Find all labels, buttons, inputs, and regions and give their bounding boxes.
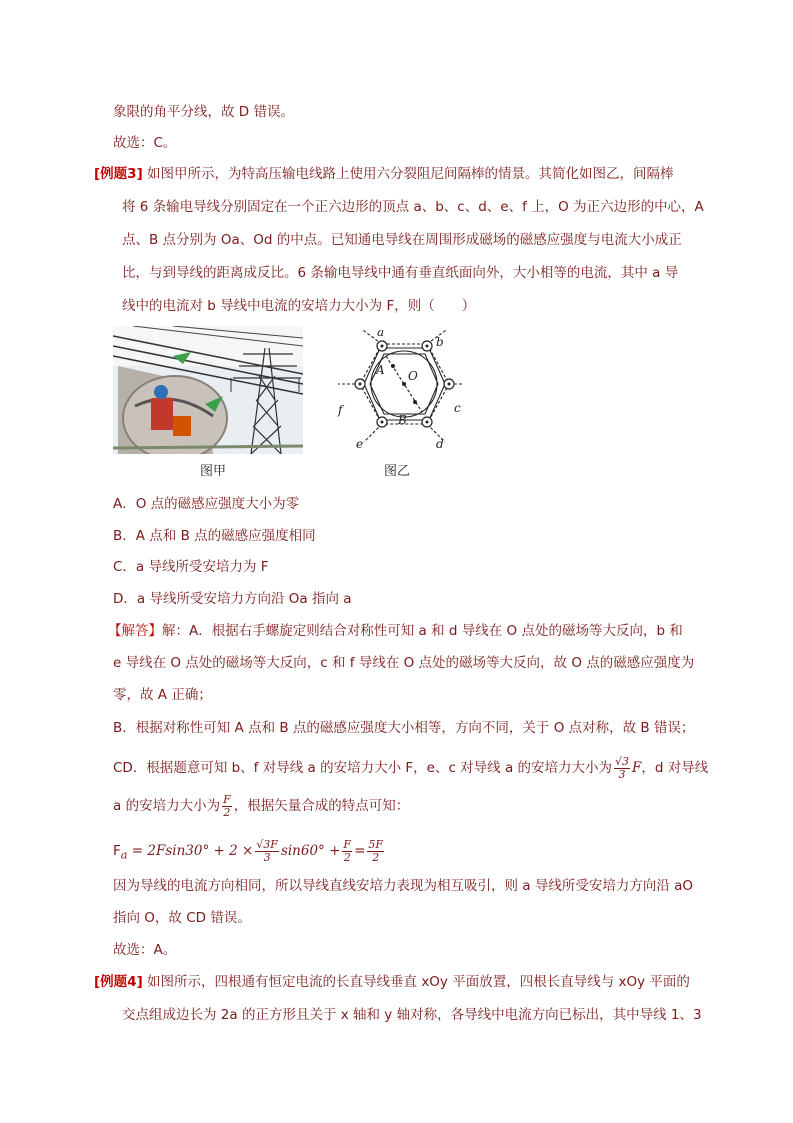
hexagon-conductor-diagram bbox=[332, 330, 464, 454]
fraction-sqrt3-over-3 bbox=[614, 756, 630, 781]
solution-s1: 解：A．根据右手螺旋定则结合对称性可知 a 和 d 导线在 O 点处的磁场等大反向，b 和 bbox=[162, 623, 683, 639]
example4-q1-text: 如图所示，四根通有恒定电流的长直导线垂直 xOy 平面放置，四根长直导线与 xOy 平面的 bbox=[147, 974, 690, 990]
answer-tag: 【解答】 bbox=[108, 623, 162, 639]
formula-subscript: a bbox=[120, 848, 128, 862]
solution-line-6 bbox=[113, 792, 409, 820]
solution-line-3: 零，故 A 正确； bbox=[113, 687, 212, 703]
figure-jia-photo bbox=[113, 326, 303, 454]
example3-question-line-1 bbox=[94, 164, 674, 184]
example3-question-line-2: 将 6 条输电导线分别固定在一个正六边形的顶点 a、b、c、d、e、f 上，O 为正六边形的中心，A bbox=[122, 199, 704, 215]
figure-jia-caption: 图甲 bbox=[200, 464, 227, 479]
formula-frac-2 bbox=[342, 839, 352, 864]
option-c: C．a 导线所受安培力为 F bbox=[113, 559, 269, 575]
option-a: A．O 点的磁感应强度大小为零 bbox=[113, 496, 300, 512]
figure-yi-diagram bbox=[332, 330, 464, 454]
option-d: D．a 导线所受安培力方向沿 Oa 指向 a bbox=[113, 591, 352, 607]
label-a: a bbox=[377, 330, 385, 339]
formula-term-2: sin60° + bbox=[280, 843, 341, 859]
formula-frac-1 bbox=[255, 839, 279, 864]
solution-line-8: 指向 O，故 CD 错误。 bbox=[113, 910, 251, 926]
formula-equals: = bbox=[354, 843, 366, 859]
frac-den: 3 bbox=[618, 767, 626, 781]
frac-num: √3F bbox=[256, 837, 278, 851]
solution-s5b: ，d 对导线 bbox=[641, 760, 709, 776]
frac-F: F bbox=[632, 760, 642, 776]
example3-q1-text: 如图甲所示，为特高压输电线路上使用六分裂阻尼间隔棒的情景。其简化如图乙，间隔棒 bbox=[147, 166, 674, 182]
label-c: c bbox=[454, 401, 461, 415]
frac-den: 2 bbox=[223, 805, 231, 819]
label-f: f bbox=[338, 403, 343, 417]
solution-line-2: e 导线在 O 点处的磁场等大反向，c 和 f 导线在 O 点处的磁场等大反向，故 O 点的磁感应强度为 bbox=[113, 655, 695, 671]
example3-question-line-5: 线中的电流对 b 导线中电流的安培力大小为 F，则（ ） bbox=[122, 298, 476, 314]
frac-num: F bbox=[343, 837, 352, 851]
formula-lhs: F bbox=[113, 843, 121, 859]
label-B: B bbox=[398, 413, 407, 427]
solution-s6a: a 的安培力大小为 bbox=[113, 798, 221, 814]
intro-line-1: 象限的角平分线，故 D 错误。 bbox=[113, 104, 294, 120]
option-b: B．A 点和 B 点的磁感应强度相同 bbox=[113, 528, 316, 544]
frac-den: 3 bbox=[263, 850, 271, 864]
solution-line-4: B．根据对称性可知 A 点和 B 点的磁感应强度大小相等，方向不同，关于 O 点对称，故 B 错误； bbox=[113, 720, 695, 736]
solution-s6b: ，根据矢量合成的特点可知： bbox=[233, 798, 410, 814]
example3-question-line-3: 点、B 点分别为 Oa、Od 的中点。已知通电导线在周围形成磁场的磁感应强度与电流大小成正 bbox=[122, 232, 682, 248]
frac-num: F bbox=[223, 792, 231, 806]
example3-tag: [例题3] bbox=[94, 166, 143, 182]
formula-line bbox=[113, 836, 386, 871]
solution-line-7: 因为导线的电流方向相同，所以导线直线安培力表现为相互吸引，则 a 导线所受安培力方向沿 aO bbox=[113, 878, 694, 894]
example4-tag: [例题4] bbox=[94, 974, 143, 990]
label-e: e bbox=[356, 437, 364, 451]
frac-den: 2 bbox=[372, 850, 380, 864]
label-d: d bbox=[436, 437, 444, 451]
example4-question-line-1 bbox=[94, 972, 690, 992]
figure-yi-caption: 图乙 bbox=[384, 464, 411, 479]
frac-num: 5F bbox=[368, 837, 384, 851]
example3-question-line-4: 比，与到导线的距离成反比。6 条输电导线中通有垂直纸面向外，大小相等的电流，其中 a 导 bbox=[122, 265, 679, 281]
solution-answer: 故选：A。 bbox=[113, 942, 177, 958]
frac-den: 2 bbox=[343, 850, 351, 864]
intro-answer: 故选：C。 bbox=[113, 135, 177, 151]
solution-line-5 bbox=[113, 754, 708, 782]
example4-question-line-2: 交点组成边长为 2a 的正方形且关于 x 轴和 y 轴对称，各导线中电流方向已标出，其中导线 1、3 bbox=[122, 1007, 702, 1023]
fraction-F-over-2 bbox=[222, 794, 232, 819]
frac-num: √3 bbox=[615, 754, 630, 768]
solution-s5a: CD．根据题意可知 b、f 对导线 a 的安培力大小 F，e、c 对导线 a 的安培力大小为 bbox=[113, 760, 613, 776]
formula-frac-3 bbox=[367, 839, 384, 864]
label-b: b bbox=[436, 335, 444, 349]
label-O: O bbox=[408, 369, 418, 383]
label-A: A bbox=[376, 363, 385, 377]
solution-line-1 bbox=[108, 621, 683, 641]
transmission-tower-illustration bbox=[113, 326, 303, 454]
formula-term-1: = 2Fsin30° + 2 × bbox=[127, 843, 254, 859]
